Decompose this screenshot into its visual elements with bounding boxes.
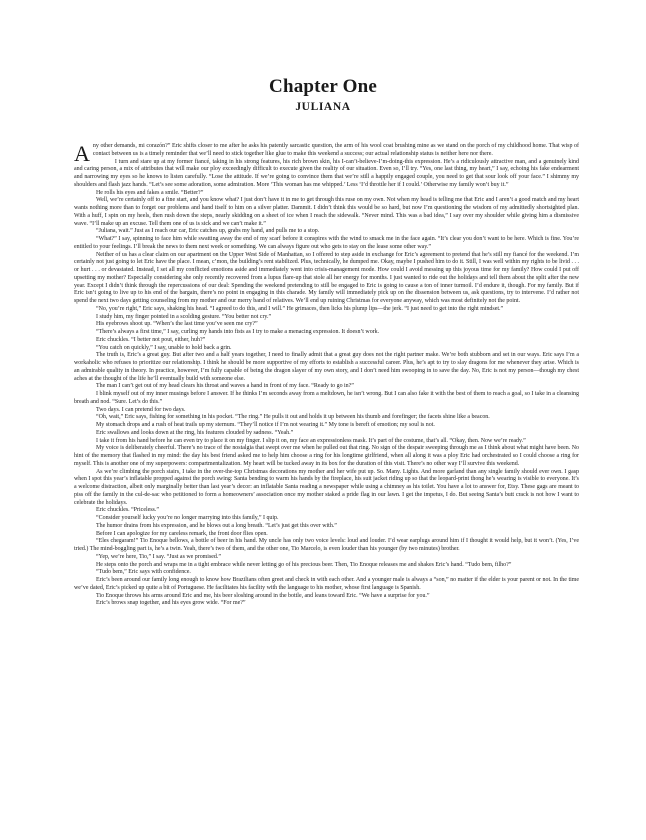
body-paragraph: I take it from his hand before he can even try to place it on my finger. I slip it on, my face an expressionless mask. It’s part of the costume, that’s all. “Okay, then. Now we’re ready.” <box>96 437 526 444</box>
body-paragraph: My voice is deliberately cheerful. There’s no trace of the nostalgia that swept over me when he pulled out that ring. No sign of the despair sweeping through me as I think about what might have been. No hint of the memory that flashed in my mind: the day his best friend asked me to help him choose a ring for his longtime girlfriend, when all along it was a ploy Eric had orchestrated so I could choose a ring for myself. This is another one of my superpowers: compartmentalization. My heart will be tucked away in its box for the duration of this visit. There’s no other way I’ll survive this weekend. <box>74 445 579 467</box>
body-paragraph: My stomach drops and a rush of heat trails up my sternum. “They’ll notice if I’m not wearing it.” My tone is bereft of emotion; my soul is not. <box>96 422 435 428</box>
body-paragraph: Eric’s been around our family long enough to know how Brazilians often greet and check in with each other. And a younger male is always a “son,” no matter if the elder is your parent or not. In the time we’ve dated, Eric’s picked up quite a bit of Portuguese. He facilitates his facility with the language to his mother, whose first language is Spanish. <box>74 577 579 591</box>
body-paragraph: Two days. I can pretend for two days. <box>96 406 186 413</box>
body-paragraph: “You catch on quickly,” I say, unable to hold back a grin. <box>96 344 232 351</box>
body-paragraph: He steps onto the porch and wraps me in a tight embrace while never letting go of his precious beer. Then, Tio Enoque releases me and shakes Eric’s hand. “Tudo bem, filho?” <box>96 561 512 568</box>
body-paragraph: Tio Enoque throws his arms around Eric and me, his beer sloshing around in the bottle, and leans toward Eric. “We have a surprise for you.” <box>96 592 430 599</box>
body-paragraph: I study him, my finger pointed in a scolding gesture. “You better not cry.” <box>96 313 272 320</box>
body-paragraph: He rolls his eyes and fakes a smile. “Better?” <box>96 189 204 196</box>
body-paragraph: The truth is, Eric’s a great guy. But after two and a half years together, I need to finally admit that a great guy does not the right partner make. We’re both stubborn and set in our ways. Eric says I’m a workaholic who refuses to prioritize our relationship. I think he should be more supportive of my efforts to establish a successful career. Plus, he’s apt to try to slay dragons for me whenever they arise. Which is an admirable quality in theory. In practice, however, I’m fully capable of being the dragon slayer of my own story, and I don’t need him swooping in to save the day. No, Eric is not my person—though my chest aches at the thought of the life he’ll eventually build with someone else. <box>74 352 579 382</box>
chapter-subtitle: JULIANA <box>295 101 351 113</box>
body-paragraph: “No, you’re right,” Eric says, shaking his head. “I agreed to do this, and I will.” He grimaces, then licks his plump lips—the jerk. “I just need to get into the right mindset.” <box>96 305 504 312</box>
opening-text: ny other demands, mi corazón?” Eric shifts closer to me after he asks his patently sarcastic question, the arm of his wool coat brushing mine as we stand on the porch of my childhood home. That wisp of contact between us is a timely reminder that we’ll need to stick together like glue to make this weekend a success; our actual relationship status is neither here nor there. <box>92 143 579 157</box>
body-paragraph: I blink myself out of my inner musings before I answer. If he thinks I’m seconds away from a meltdown, he isn’t wrong. But I can also fake it with the best of them to reach a goal, so I take in a cleansing breath and nod. “Sure. Let’s do this.” <box>74 391 579 405</box>
chapter-title: Chapter One <box>269 76 377 97</box>
body-paragraph: “Eles chegaram!” Tio Enoque bellows, a bottle of beer in his hand. My uncle has only two voice levels: loud and louder. I’d wear earplugs around him if I thought it would help, but it won’t. (Yes, I’ve tried.) The mind-boggling part is, he’s a twin. Yeah, there’s two of them, and the other one, Tio Marcelo, is even louder than his younger (by two minutes) brother. <box>74 538 579 552</box>
opening-paragraph <box>74 141 579 166</box>
body-paragraph: Well, we’re certainly off to a fine start, and you know what? I just don’t have it in me to get through this ruse on my own. Not when my head is telling me that Eric and I aren’t a good match and my heart wants nothing more than to forget our problems and hand itself to him on a silver platter. Dammit. I didn’t think this would be so hard, but now I’m questioning the wisdom of my admittedly shortsighted plan. With a huff, I spin on my heels, then rush down the steps, nearly skidding on a sheet of ice when I reach the sidewalk. “Never mind. This was a bad idea,” I say over my shoulder while giving him a dismissive wave. “I’ll make up an excuse. Tell them one of us is sick and we can’t make it.” <box>74 197 579 227</box>
body-paragraph: “Tudo bem,” Eric says with confidence. <box>96 569 191 576</box>
body-paragraph: Eric chuckles. “Priceless.” <box>96 507 159 514</box>
body-paragraph: “Juliana, wait.” Just as I reach our car, Eric catches up, grabs my hand, and pulls me to a stop. <box>96 228 320 235</box>
body-paragraph: Eric swallows and looks down at the ring, his features clouded by sadness. “Yeah.” <box>96 429 294 436</box>
body-paragraph: “Consider yourself lucky you’re no longer marrying into this family,” I quip. <box>96 515 279 521</box>
body-paragraph: The humor drains from his expression, and he blows out a long breath. “Let’s just get this over with.” <box>96 522 337 529</box>
body-paragraph: The man I can’t get out of my head clears his throat and waves a hand in front of my face. “Ready to go in?” <box>96 383 354 390</box>
body-paragraph: “What?” I say, spinning to face him while swatting away the end of my scarf before it conspires with the wind to smack me in the face again. “It’s clear you don’t want to be here. Which is fine. You’re entitled to your feelings. I’ll break the news to them next week or something. We can always figure out who gets to stay on the lease some other way.” <box>74 236 579 250</box>
paragraph-list <box>74 159 579 609</box>
body-paragraph: “Yep, we’re here, Tio,” I say. “Just as we promised.” <box>96 553 221 560</box>
body-paragraph: Neither of us has a clear claim on our apartment on the Upper West Side of Manhattan, so I offered to step aside in exchange for Eric’s agreement to pretend that he’s still my fiancé for the weekend. I’m certainly not just going to let Eric have the place. I mean, c’mon, the building’s rent stabilized. Plus, technically, he dumped me. Okay, maybe I pushed him to do it. Still, I was well within my rights to be livid . . . or hurt . . . or devastated. Instead, I set all my conflicted emotions aside and immediately went into crisis-management mode. How could I avoid messing up this joyous time for my family? How could I put off upsetting my mother? Especially considering she only recently recovered from a lupus flare-up that stole all her energy for months. I just wanted to ride out the holidays and tell them about the split after the new year. Except I didn’t think through the repercussions of our deal: Spending the weekend pretending to still be engaged to Eric is going to cause a ton of inner turmoil. I’d endure it, though. For my family. But if Eric isn’t going to live up to his end of the bargain, there’s no point in engaging in this charade. My family will immediately pick up on the dissension between us, ask questions, try to intervene. I’d rather not spend the next two days getting counseling from my mother and our merry band of relatives. We’ll end up ruining Christmas for everyone anyway, which was most definitely not the point. <box>74 251 579 304</box>
drop-cap: A <box>74 141 90 166</box>
body-paragraph: “Oh, wait,” Eric says, fishing for something in his pocket. “The ring.” He pulls it out and holds it up between his thumb and forefinger; the facets shine like a beacon. <box>96 414 490 421</box>
body-paragraph: Eric’s brows snap together, and his eyes grow wide. “For me?” <box>96 600 246 607</box>
body-paragraph: As we’re climbing the porch stairs, I take in the over-the-top Christmas decorations my mother and her wife put up. So. Many. Lights. And more garland than any single family should ever own. I gasp when I spot this year’s inflatable propped against the porch swing: Santa bending to warm his hands by the fireplace, his suit jacket riding up so that the leopard-print thong he’s wearing is visible to everyone. It’s a welcome distraction, albeit only marginally better than last year’s decor: an inflatable Santa reading a newspaper while using a chimney as his toilet. You have a lot to answer for, Etsy. These gags are meant to piss off the family in the cul-de-sac who petitioned to form a homeowners’ association once my mother staked a pride flag in our lawn. I get the impetus, I do. But seeing Santa’s butt crack is not how I want to celebrate the holidays. <box>74 468 579 506</box>
body-paragraph: His eyebrows shoot up. “When’s the last time you’ve seen me cry?” <box>96 321 258 328</box>
body-paragraph: Eric chuckles. “I better not pout, either, huh?” <box>96 336 206 343</box>
body-paragraph: Before I can apologize for my careless remark, the front door flies open. <box>96 530 268 537</box>
body-paragraph: I turn and stare up at my former fiancé, taking in his strong features, his rich brown skin, his I-can’t-believe-I’m-doing-this expression. He’s a ridiculously attractive man, and a genuinely kind and caring person, a mix of attributes that will make our ploy exceedingly difficult to execute given the reality of our situation. Even so, I’ll try. “Yes, one last thing, my heart,” I say, echoing his fake endearment and narrowing my eyes so he knows to listen carefully. “Lose the attitude. If we’re going to convince them that we’re still a happily engaged couple, you need to get that sour look off your face.” I shimmy my shoulders and flash jazz hands. “Let’s see some adoration, some admiration. More ‘This woman has me whipped.’ Less ‘I’d throttle her if I could.’ Otherwise my family won’t buy it.” <box>74 158 579 188</box>
chapter-body <box>74 143 579 608</box>
body-paragraph: “There’s always a first time,” I say, curling my hands into fists as I try to make a menacing expression. It doesn’t work. <box>96 329 380 335</box>
